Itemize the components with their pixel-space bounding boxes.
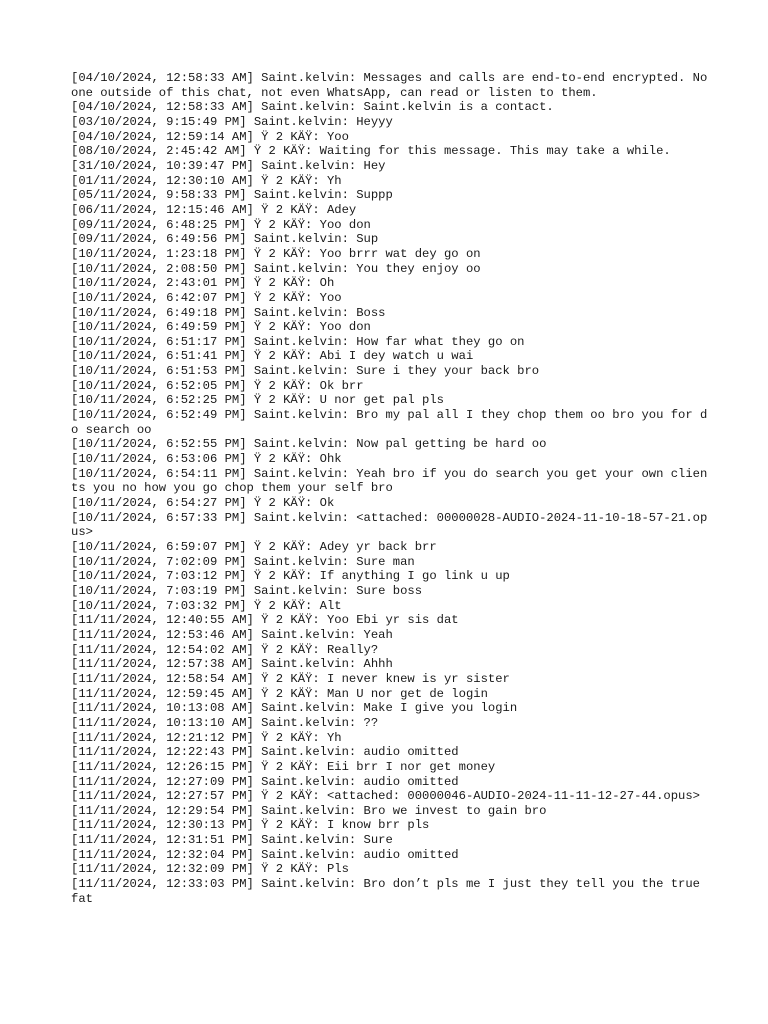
chat-line: [11/11/2024, 12:21:12 PM] Ÿ 2 KÄŸ: Yh: [71, 730, 342, 745]
chat-line: [04/10/2024, 12:59:14 AM] Ÿ 2 KÄŸ: Yoo: [71, 129, 349, 144]
chat-line: [10/11/2024, 6:59:07 PM] Ÿ 2 KÄŸ: Adey yr back brr: [71, 540, 437, 554]
chat-line: [11/11/2024, 12:40:55 AM] Ÿ 2 KÄŸ: Yoo Ebi yr sis dat: [71, 613, 459, 628]
chat-line: [31/10/2024, 10:39:47 PM] Saint.kelvin: Hey: [71, 158, 386, 173]
chat-line: [10/11/2024, 7:03:12 PM] Ÿ 2 KÄŸ: If anything I go link u up: [71, 569, 510, 584]
chat-line: [04/10/2024, 12:58:33 AM] Saint.kelvin: Messages and calls are end-to-end encrypted. No one outside of this chat, not even WhatsApp, can read or listen to them.: [71, 71, 715, 100]
chat-line: [10/11/2024, 6:54:11 PM] Saint.kelvin: Yeah bro if you do search you get your own clients you no how you go chop them your self bro: [71, 466, 708, 496]
chat-line: [10/11/2024, 6:49:59 PM] Ÿ 2 KÄŸ: Yoo don: [71, 320, 371, 335]
chat-line: [10/11/2024, 6:51:41 PM] Ÿ 2 KÄŸ: Abi I dey watch u wai: [71, 349, 474, 364]
chat-line: [11/11/2024, 12:27:09 PM] Saint.kelvin: audio omitted: [71, 774, 459, 789]
chat-line: [09/11/2024, 6:49:56 PM] Saint.kelvin: Sup: [71, 232, 379, 247]
chat-line: [11/11/2024, 10:13:08 AM] Saint.kelvin: Make I give you login: [71, 701, 518, 716]
chat-line: [11/11/2024, 12:57:38 AM] Saint.kelvin: Ahhh: [71, 657, 393, 672]
chat-line: [11/11/2024, 12:26:15 PM] Ÿ 2 KÄŸ: Eii brr I nor get money: [71, 759, 496, 774]
chat-line: [10/11/2024, 6:52:49 PM] Saint.kelvin: Bro my pal all I they chop them oo bro you for do search oo: [71, 408, 708, 437]
chat-line: [10/11/2024, 2:43:01 PM] Ÿ 2 KÄŸ: Oh: [71, 276, 335, 291]
chat-line: [10/11/2024, 7:02:09 PM] Saint.kelvin: Sure man: [71, 554, 415, 569]
chat-line: [10/11/2024, 2:08:50 PM] Saint.kelvin: You they enjoy oo: [71, 261, 481, 276]
chat-line: [11/11/2024, 12:31:51 PM] Saint.kelvin: Sure: [71, 833, 393, 848]
chat-line: [11/11/2024, 12:54:02 AM] Ÿ 2 KÄŸ: Really?: [71, 642, 379, 657]
chat-line: [06/11/2024, 12:15:46 AM] Ÿ 2 KÄŸ: Adey: [71, 202, 357, 217]
chat-line: [11/11/2024, 10:13:10 AM] Saint.kelvin: ??: [71, 715, 379, 730]
chat-line: [10/11/2024, 6:53:06 PM] Ÿ 2 KÄŸ: Ohk: [71, 452, 342, 467]
chat-line: [11/11/2024, 12:29:54 PM] Saint.kelvin: Bro we invest to gain bro: [71, 803, 547, 818]
chat-line: [10/11/2024, 6:57:33 PM] Saint.kelvin: <attached: 00000028-AUDIO-2024-11-10-18-57-21.opus>: [71, 510, 708, 540]
chat-line: [11/11/2024, 12:30:13 PM] Ÿ 2 KÄŸ: I know brr pls: [71, 818, 430, 833]
chat-line: [10/11/2024, 6:52:25 PM] Ÿ 2 KÄŸ: U nor get pal pls: [71, 393, 444, 408]
chat-line: [10/11/2024, 6:49:18 PM] Saint.kelvin: Boss: [71, 305, 386, 320]
chat-line: [11/11/2024, 12:33:03 PM] Saint.kelvin: Bro don’t pls me I just they tell you the true fat: [71, 877, 708, 906]
chat-line: [11/11/2024, 12:27:57 PM] Ÿ 2 KÄŸ: <attached: 00000046-AUDIO-2024-11-11-12-27-44.opus>: [71, 789, 700, 804]
chat-line: [09/11/2024, 6:48:25 PM] Ÿ 2 KÄŸ: Yoo don: [71, 217, 371, 232]
chat-line: [11/11/2024, 12:22:43 PM] Saint.kelvin: audio omitted: [71, 745, 459, 760]
chat-line: [10/11/2024, 6:54:27 PM] Ÿ 2 KÄŸ: Ok: [71, 496, 335, 511]
chat-line: [10/11/2024, 6:42:07 PM] Ÿ 2 KÄŸ: Yoo: [71, 290, 342, 305]
chat-line: [01/11/2024, 12:30:10 AM] Ÿ 2 KÄŸ: Yh: [71, 173, 342, 188]
chat-line: [11/11/2024, 12:32:09 PM] Ÿ 2 KÄŸ: Pls: [71, 862, 349, 877]
chat-line: [10/11/2024, 6:52:05 PM] Ÿ 2 KÄŸ: Ok brr: [71, 378, 364, 393]
chat-line: [04/10/2024, 12:58:33 AM] Saint.kelvin: Saint.kelvin is a contact.: [71, 100, 554, 115]
chat-line: [10/11/2024, 6:51:53 PM] Saint.kelvin: Sure i they your back bro: [71, 364, 540, 379]
chat-line: [10/11/2024, 7:03:19 PM] Saint.kelvin: Sure boss: [71, 583, 423, 598]
chat-line: [11/11/2024, 12:59:45 AM] Ÿ 2 KÄŸ: Man U nor get de login: [71, 686, 488, 701]
chat-line: [11/11/2024, 12:58:54 AM] Ÿ 2 KÄŸ: I never knew is yr sister: [71, 671, 510, 686]
chat-line: [08/10/2024, 2:45:42 AM] Ÿ 2 KÄŸ: Waiting for this message. This may take a while.: [71, 144, 671, 159]
chat-line: [11/11/2024, 12:53:46 AM] Saint.kelvin: Yeah: [71, 627, 393, 642]
chat-line: [05/11/2024, 9:58:33 PM] Saint.kelvin: Suppp: [71, 188, 393, 203]
chat-line: [10/11/2024, 6:52:55 PM] Saint.kelvin: Now pal getting be hard oo: [71, 437, 547, 452]
chat-log: [71, 71, 715, 906]
chat-line: [03/10/2024, 9:15:49 PM] Saint.kelvin: Heyyy: [71, 114, 393, 129]
chat-line: [10/11/2024, 7:03:32 PM] Ÿ 2 KÄŸ: Alt: [71, 598, 342, 613]
chat-line: [11/11/2024, 12:32:04 PM] Saint.kelvin: audio omitted: [71, 847, 459, 862]
chat-line: [10/11/2024, 1:23:18 PM] Ÿ 2 KÄŸ: Yoo brrr wat dey go on: [71, 246, 481, 261]
chat-line: [10/11/2024, 6:51:17 PM] Saint.kelvin: How far what they go on: [71, 334, 525, 349]
